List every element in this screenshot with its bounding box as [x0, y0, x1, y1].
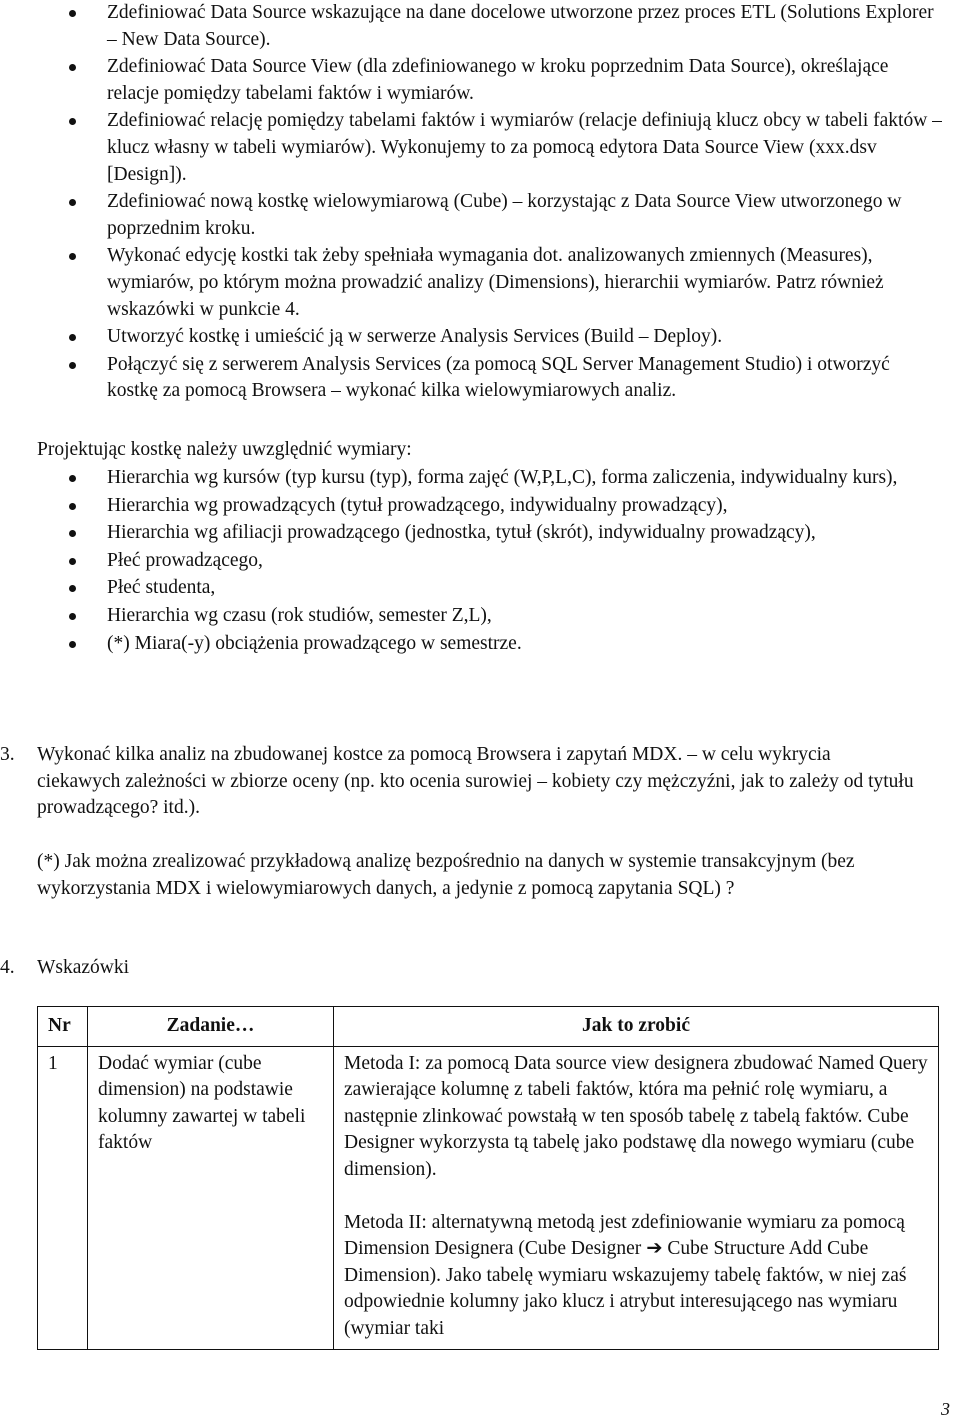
steps-list: [0, 0, 950, 406]
bullet-icon: [69, 530, 76, 537]
method-1: Metoda I: za pomocą Data source view designera zbudować Named Query zawierające kolumnę z tabeli faktów, która ma pełnić rolę wymiaru, a następnie zlinkować powstałą w ten sposób tabelę z tabelą faktów. Cube Designer wykorzysta tą tabelę jako podstawę dla nowego wymiaru (cube dimension).: [344, 1052, 928, 1180]
header-task: Zadanie…: [88, 1007, 334, 1047]
bullet-icon: [69, 10, 76, 17]
cell-how: [334, 1046, 939, 1349]
list-item: [0, 631, 950, 658]
list-item-text: Zdefiniować Data Source View (dla zdefiniowanego w kroku poprzednim Data Source), określające relacje pomiędzy tabelami faktów i wymiarów.: [107, 56, 889, 104]
bullet-icon: [69, 503, 76, 510]
list-item-text: Wykonać edycję kostki tak żeby spełniała wymagania dot. analizowanych zmiennych (Measures), wymiarów, po którym można prowadzić analizy (Dimensions), hierarchii wymiarów. Patrz również wskazówki w punkcie 4.: [107, 245, 884, 320]
section-number: 4.: [0, 957, 15, 978]
note-paragraph: (*) Jak można zrealizować przykładową analizę bezpośrednio na danych w systemie transakcyjnym (bez wykorzystania MDX i wielowymiarowych danych, a jedynie z pomocą zapytania SQL) ?: [37, 851, 855, 899]
method-2-start: Metoda II: alternatywną metodą jest zdefiniowanie wymiaru za pomocą Dimension Designera (Cube Designer: [344, 1211, 905, 1260]
list-item: [0, 243, 950, 323]
section-text: Wykonać kilka analiz na zbudowanej kostce za pomocą Browsera i zapytań MDX. – w celu wykrycia ciekawych zależności w zbiorze oceny (np. kto ocenia surowiej – kobiety czy mężczyźni, jak to zależy od tytułu prowadzącego? itd.).: [37, 744, 914, 819]
section-title: Wskazówki: [37, 957, 130, 978]
list-item: [0, 603, 950, 630]
bullet-icon: [69, 253, 76, 260]
bullet-icon: [69, 199, 76, 206]
header-nr: Nr: [38, 1007, 88, 1047]
cell-task: Dodać wymiar (cube dimension) na podstawie kolumny zawartej w tabeli faktów: [88, 1046, 334, 1349]
dimensions-list: [0, 465, 950, 658]
cell-nr: 1: [38, 1046, 88, 1349]
method-2: [344, 1210, 928, 1343]
table-row: [38, 1046, 939, 1349]
dimensions-intro: Projektując kostkę należy uwzględnić wymiary:: [37, 439, 412, 460]
list-item-text: Hierarchia wg kursów (typ kursu (typ), forma zajęć (W,P,L,C), forma zaliczenia, indywidualny kurs),: [107, 467, 898, 488]
list-item: [0, 189, 950, 242]
bullet-icon: [69, 613, 76, 620]
list-item-text: Zdefiniować Data Source wskazujące na dane docelowe utworzone przez proces ETL (Solutions Explorer – New Data Source).: [107, 2, 934, 50]
bullet-icon: [69, 362, 76, 369]
list-item-text: Zdefiniować nową kostkę wielowymiarową (Cube) – korzystając z Data Source View utworzonego w poprzednim kroku.: [107, 191, 902, 239]
list-item-text: Hierarchia wg prowadzących (tytuł prowadzącego, indywidualny prowadzący),: [107, 494, 728, 516]
list-item-text: Zdefiniować relację pomiędzy tabelami faktów i wymiarów (relacje definiują klucz obcy w tabeli faktów – klucz własny w tabeli wymiarów). Wykonujemy to za pomocą edytora Data Source View (xxx.dsv [Design]).: [107, 110, 942, 185]
list-item: [0, 575, 950, 602]
table-header-row: [38, 1007, 939, 1047]
bullet-icon: [69, 118, 76, 125]
list-item: [0, 548, 950, 575]
bullet-icon: [69, 558, 76, 565]
list-item-text: Hierarchia wg czasu (rok studiów, semester Z,L),: [107, 604, 492, 626]
bullet-icon: [69, 641, 76, 648]
bullet-icon: [69, 475, 76, 482]
list-item-text: Hierarchia wg afiliacji prowadzącego (jednostka, tytuł (skrót), indywidualny prowadzący),: [107, 522, 816, 544]
list-item: [0, 352, 950, 405]
list-item-text: Płeć prowadzącego,: [107, 549, 263, 571]
header-how: Jak to zrobić: [334, 1007, 939, 1047]
section-number: 3.: [0, 744, 15, 765]
list-item-text: Płeć studenta,: [107, 577, 216, 599]
list-item: [0, 493, 950, 520]
page-number: 3: [941, 1399, 950, 1419]
list-item: [0, 0, 950, 53]
list-item-text: Połączyć się z serwerem Analysis Services (za pomocą SQL Server Management Studio) i otworzyć kostkę za pomocą Browsera – wykonać kilka wielowymiarowych analiz.: [107, 353, 890, 402]
list-item-text: (*) Miara(-y) obciążenia prowadzącego w semestrze.: [107, 632, 522, 654]
bullet-icon: [69, 334, 76, 341]
list-item: [0, 465, 950, 492]
arrow-right-icon: ➔: [646, 1238, 663, 1260]
method-2-end: Cube Structure Add Cube Dimension). Jako tabelę wymiaru wskazujemy tabelę faktów, w niej zaś odpowiednie kolumny jako klucz i atrybut interesującego nas wymiaru (wymiar taki: [344, 1238, 907, 1339]
list-item: [0, 520, 950, 547]
hints-table: [37, 1006, 939, 1350]
list-item: [0, 324, 950, 351]
bullet-icon: [69, 585, 76, 592]
list-item-text: Utworzyć kostkę i umieścić ją w serwerze Analysis Services (Build – Deploy).: [107, 326, 723, 348]
list-item: [0, 108, 950, 188]
bullet-icon: [69, 64, 76, 71]
list-item: [0, 54, 950, 107]
